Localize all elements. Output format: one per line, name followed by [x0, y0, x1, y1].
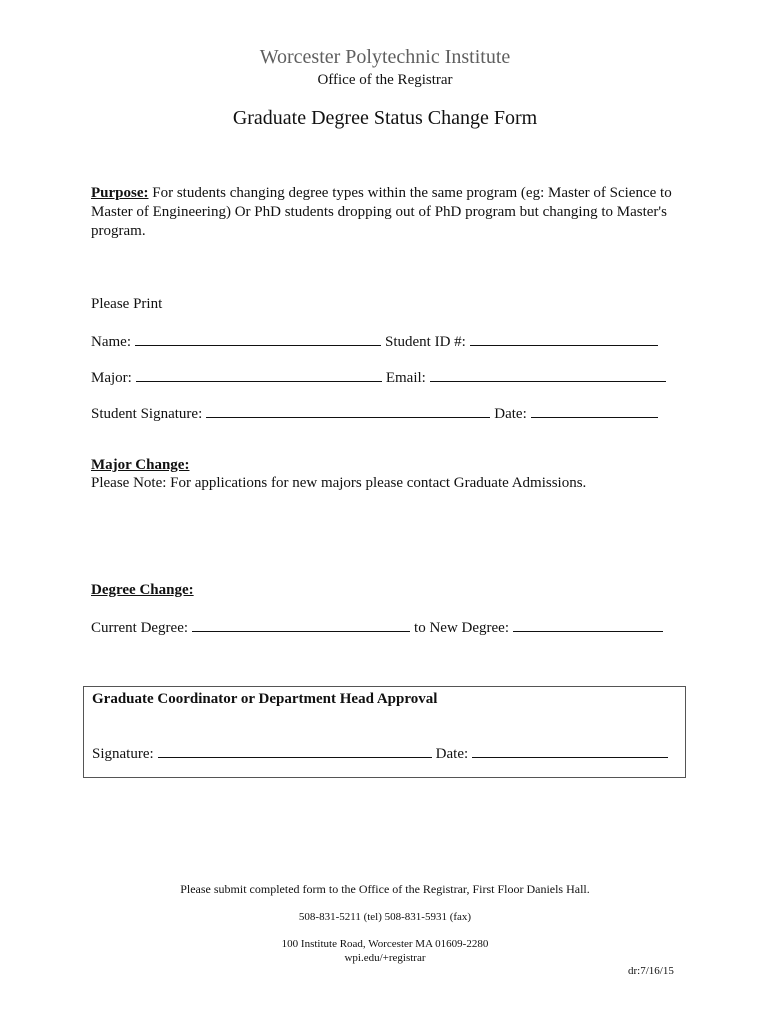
student-id-label: Student ID #:: [384, 334, 466, 350]
major-change-heading: Major Change:: [91, 457, 190, 473]
approval-signature-row: [92, 743, 672, 763]
approval-date-label: Date:: [435, 746, 469, 762]
purpose-paragraph: [91, 184, 691, 241]
name-field[interactable]: [135, 331, 381, 346]
approval-signature-label: Signature:: [92, 746, 154, 762]
purpose-label: Purpose:: [91, 185, 149, 201]
footer-phone: 508-831-5211 (tel) 508-831-5931 (fax): [298, 911, 472, 923]
student-signature-label: Student Signature:: [91, 406, 203, 422]
footer-address: 100 Institute Road, Worcester MA 01609-2280: [281, 938, 489, 950]
purpose-text: For students changing degree types within the same program (eg: Master of Science to Master of Engineering) Or PhD students dropping out of PhD program but changing to Master's program.: [91, 185, 672, 239]
major-field[interactable]: [136, 367, 382, 382]
email-field[interactable]: [430, 367, 666, 382]
current-degree-label: Current Degree:: [91, 620, 189, 636]
approval-signature-field[interactable]: [158, 743, 432, 758]
student-id-field[interactable]: [470, 331, 658, 346]
signature-date-row: [91, 403, 662, 423]
major-change-note: Please Note: For applications for new majors please contact Graduate Admissions.: [91, 475, 587, 491]
degree-row: [91, 617, 667, 637]
institution-name: Worcester Polytechnic Institute: [259, 46, 511, 68]
email-label: Email:: [385, 370, 426, 386]
student-signature-field[interactable]: [206, 403, 490, 418]
office-name: Office of the Registrar: [317, 72, 453, 88]
approval-title: Graduate Coordinator or Department Head Approval: [92, 691, 438, 707]
new-degree-label: to New Degree:: [414, 620, 510, 636]
please-print-label: Please Print: [91, 296, 163, 312]
current-degree-field[interactable]: [192, 617, 410, 632]
major-label: Major:: [91, 370, 132, 386]
date-field[interactable]: [531, 403, 658, 418]
name-id-row: [91, 331, 662, 351]
approval-date-field[interactable]: [472, 743, 668, 758]
name-label: Name:: [91, 334, 131, 350]
date-label: Date:: [494, 406, 527, 422]
approval-box: [83, 686, 686, 778]
major-email-row: [91, 367, 670, 387]
degree-change-heading: Degree Change:: [91, 582, 194, 598]
new-degree-field[interactable]: [513, 617, 663, 632]
footer-web: wpi.edu/+registrar: [344, 952, 426, 964]
document-code: dr:7/16/15: [628, 965, 674, 977]
footer-submit-note: Please submit completed form to the Office of the Registrar, First Floor Daniels Hall.: [180, 882, 590, 896]
form-title: Graduate Degree Status Change Form: [232, 107, 538, 129]
